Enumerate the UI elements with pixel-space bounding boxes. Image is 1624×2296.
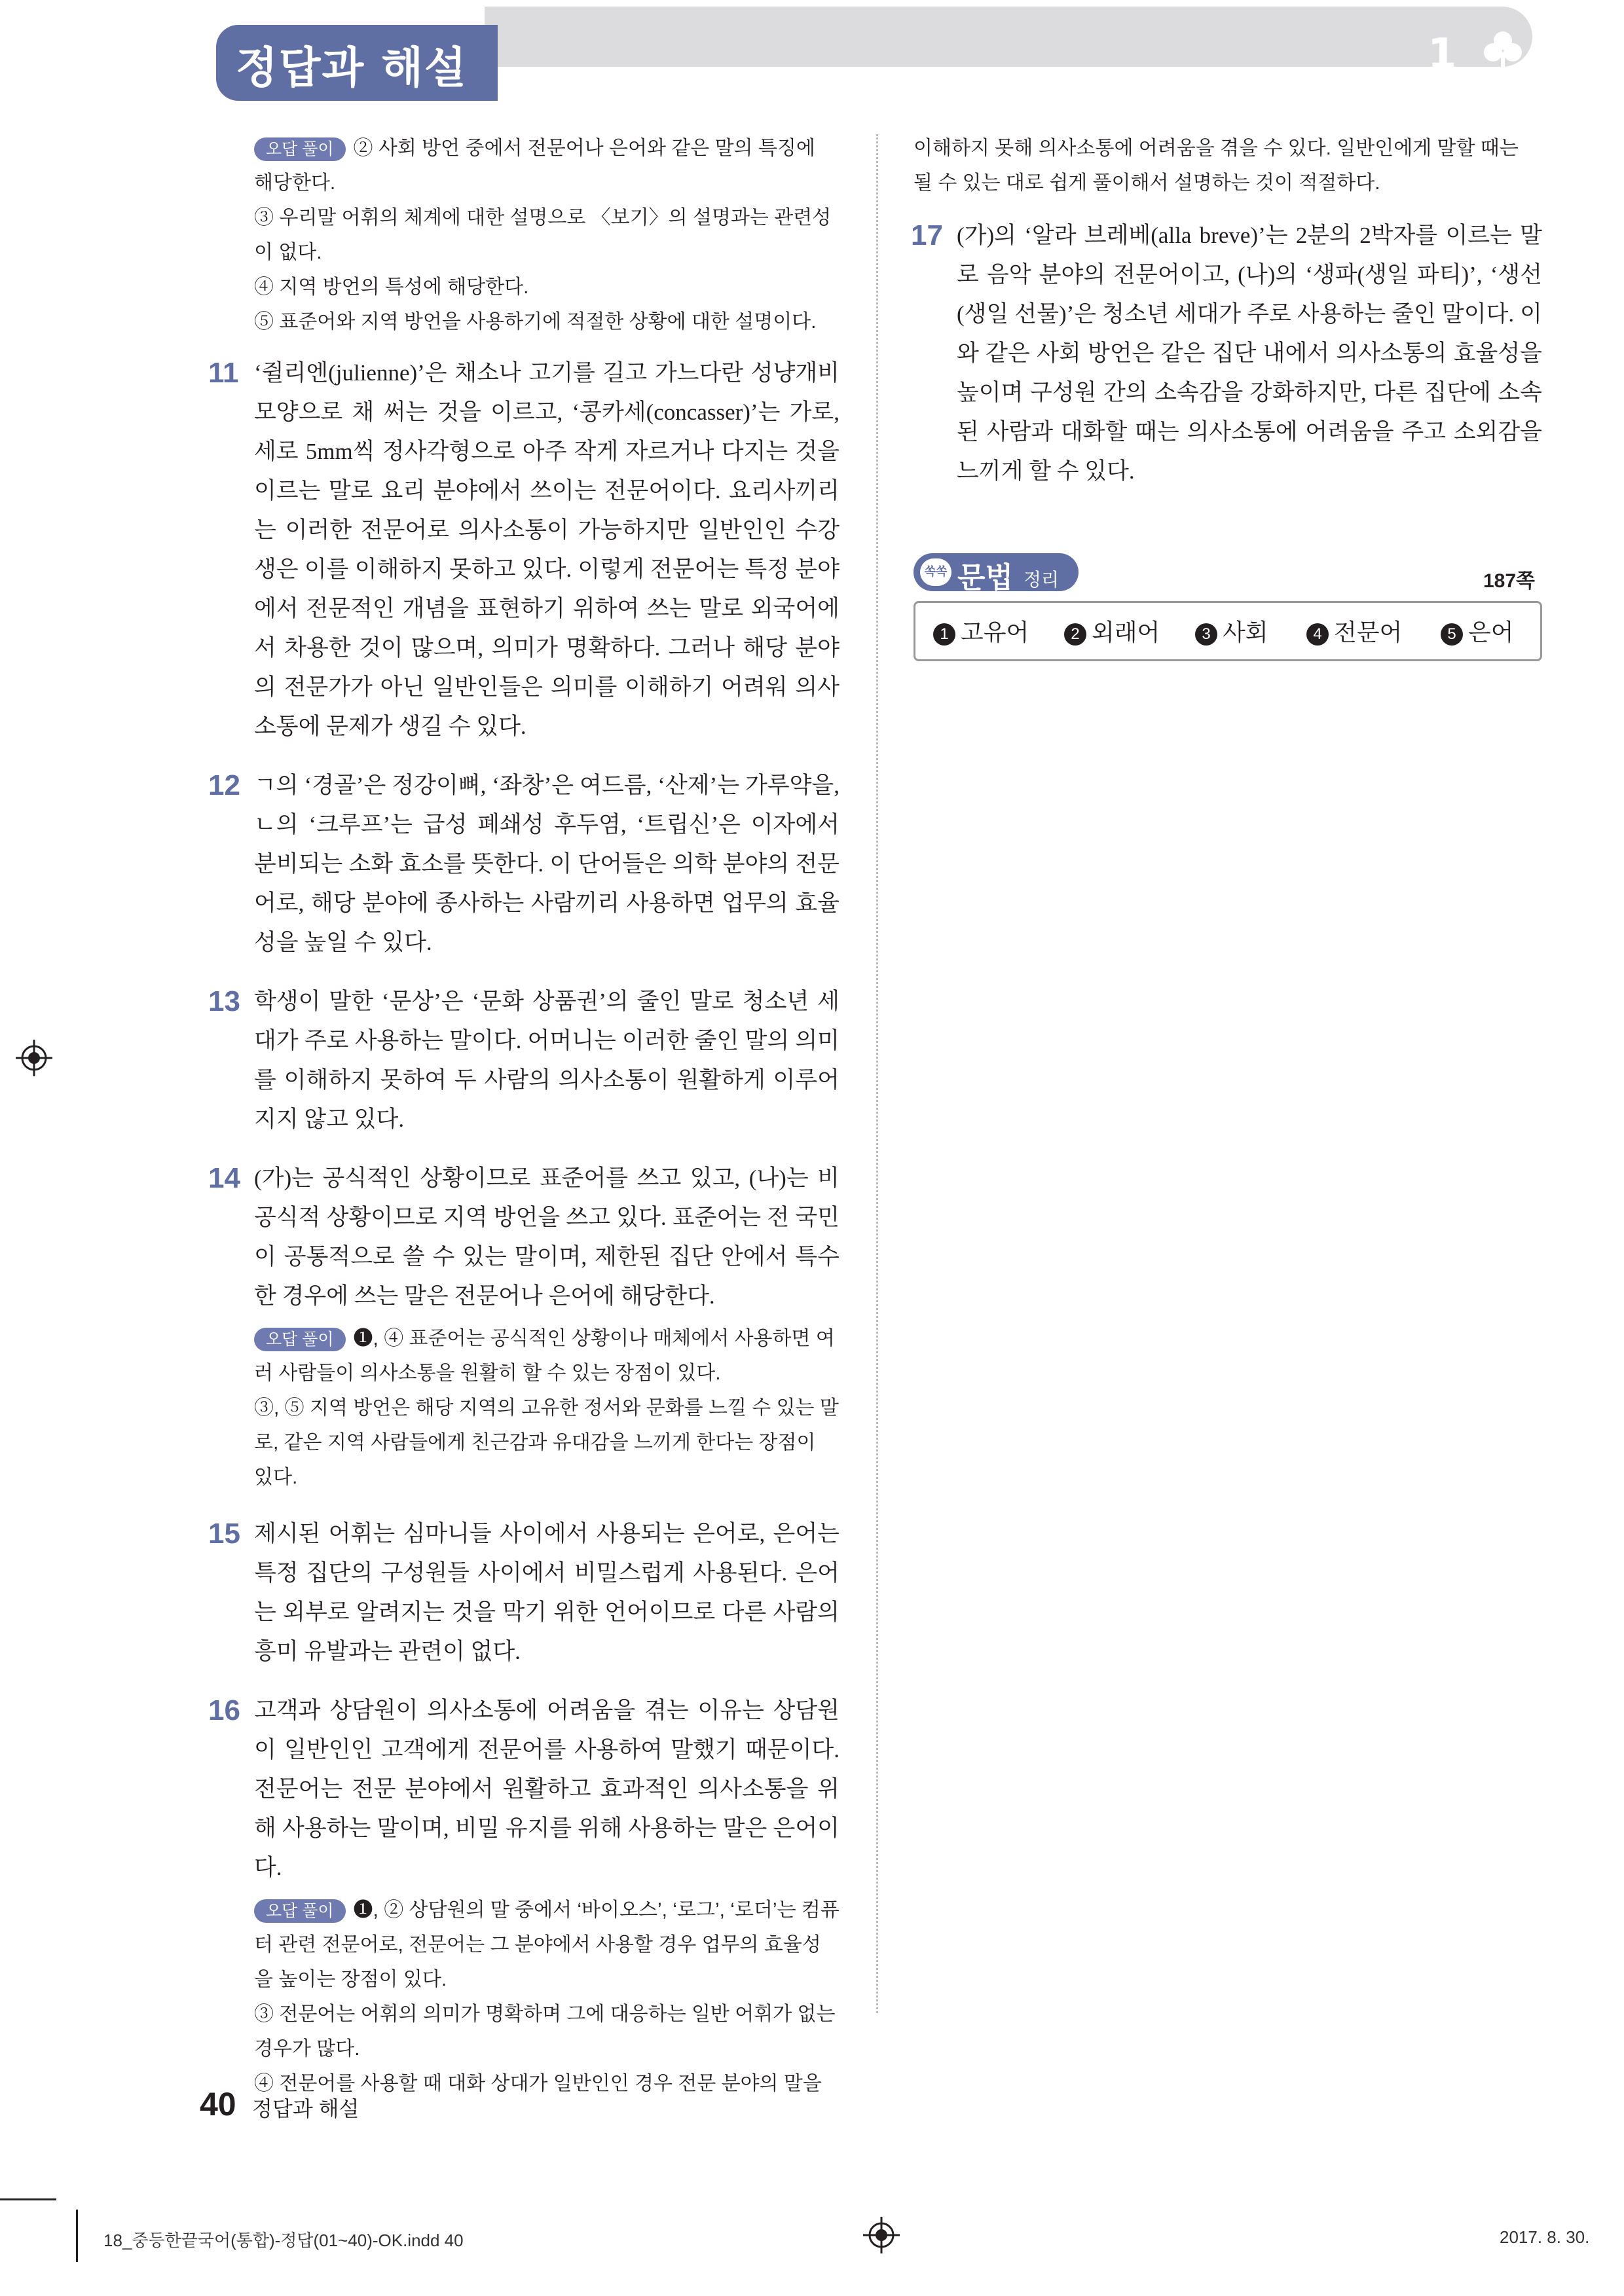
note-line: ③, ⑤ 지역 방언은 해당 지역의 고유한 정서와 문화를 느낄 수 있는 말로, 같은 지역 사람들에게 친근감과 유대감을 느끼게 한다는 장점이 있다.: [254, 1397, 839, 1488]
crop-line: [76, 2210, 78, 2262]
note-line: ② 사회 방언 중에서 전문어나 은어와 같은 말의 특징에 해당한다.: [254, 137, 815, 194]
column-divider: [876, 134, 878, 2013]
grammar-page-ref: 187쪽: [1483, 570, 1536, 592]
item-text: ‘쥘리엔(julienne)’은 채소나 고기를 길고 가느다란 성냥개비 모양으로 채 써는 것을 이르고, ‘콩카세(concasser)’는 가로, 세로 5mm씩 정사각형으로 아주 작게 자르거나 다지는 것을 이르는 말로 요리 분야에서 쓰이는 전문어이다. 요리사끼리는 이러한 전문어로 의사소통이 가능하지만 일반인인 수강생은 이를 이해하지 못하고 있다. 이렇게 전문어는 특정 분야에서 전문적인 개념을 표현하기 위하여 쓰는 말로 외국어에서 차용한 것이 많으며, 의미가 명확하다. 그러나 해당 분야의 전문가가 아닌 일반인들은 의미를 이해하기 어려워 의사소통에 문제가 생길 수 있다.: [254, 360, 840, 739]
registration-mark-icon: [863, 2217, 900, 2253]
answer-item-13: [208, 982, 840, 1139]
page-label: 정답과 해설: [252, 2097, 360, 2121]
wrong-answer-note-14: [211, 1321, 840, 1495]
page-number: 40: [200, 2086, 236, 2123]
grammar-subtitle: 정리: [1024, 570, 1060, 590]
item-number: 14: [208, 1162, 240, 1194]
note-line: ④ 지역 방언의 특성에 해당한다.: [254, 276, 529, 298]
item-number: 11: [208, 357, 239, 389]
crop-line: [0, 2198, 56, 2200]
wrong-answer-tag: 오답 풀이: [254, 137, 346, 161]
note-line: ⑤ 표준어와 지역 방언을 사용하기에 적절한 상황에 대한 설명이다.: [254, 311, 817, 333]
item-text: 제시된 어휘는 심마니들 사이에서 사용되는 은어로, 은어는 특정 집단의 구성원들 사이에서 비밀스럽게 사용된다. 은어는 외부로 알려지는 것을 막기 위한 언어이므로 다른 사람의 흥미 유발과는 관련이 없다.: [254, 1521, 840, 1664]
item-number: 15: [208, 1518, 240, 1550]
file-name: 18_중등한끝국어(통합)-정답(01~40)-OK.indd 40: [103, 2231, 464, 2250]
registration-mark-icon: [16, 1040, 52, 1076]
answer-item-12: [208, 766, 840, 962]
note-line: ④ 전문어를 사용할 때 대화 상대가 일반인인 경우 전문 분야의 말을: [254, 2073, 822, 2094]
item-text: 고객과 상담원이 의사소통에 어려움을 겪는 이유는 상담원이 일반인인 고객에게 전문어를 사용하여 말했기 때문이다. 전문어는 전문 분야에서 원활하고 효과적인 의사소통을 위해 사용하는 말이며, 비밀 유지를 위해 사용하는 말은 은어이다.: [254, 1698, 840, 1880]
item-text: (가)는 공식적인 상황이므로 표준어를 쓰고 있고, (나)는 비공식적 상황이므로 지역 방언을 쓰고 있다. 표준어는 전 국민이 공통적으로 쓸 수 있는 말이며, 제한된 집단 안에서 특수한 경우에 쓰는 말은 전문어나 은어에 해당한다.: [254, 1165, 840, 1309]
section-number: 1: [1428, 30, 1457, 79]
grammar-title: 문법: [957, 562, 1014, 594]
left-column: [208, 131, 840, 2101]
wrong-answer-tag: 오답 풀이: [254, 1899, 346, 1923]
item-number: 16: [208, 1694, 240, 1726]
grammar-answer-5: 5 은어: [1441, 614, 1514, 647]
item-text: ㄱ의 ‘경골’은 정강이뼈, ‘좌창’은 여드름, ‘산제’는 가루약을, ㄴ의 ‘크루프’는 급성 폐쇄성 후두염, ‘트립신’은 이자에서 분비되는 소화 효소를 뜻한다. 이 단어들은 의학 분야의 전문어로, 해당 분야에 종사하는 사람끼리 사용하면 업무의 효율성을 높일 수 있다.: [254, 773, 840, 955]
item-number: 13: [208, 985, 240, 1017]
note-line: ③ 전문어는 어휘의 의미가 명확하며 그에 대응하는 일반 어휘가 없는 경우가 많다.: [254, 2003, 836, 2060]
item-number: 12: [208, 769, 240, 801]
wrong-answer-tag: 오답 풀이: [254, 1328, 346, 1351]
note-line: ❶, ④ 표준어는 공식적인 상황이나 매체에서 사용하면 여러 사람들이 의사소통을 원활히 할 수 있는 장점이 있다.: [254, 1328, 835, 1384]
grammar-answer-4: 4 전문어: [1306, 614, 1402, 647]
answer-item-17: [913, 216, 1542, 491]
print-date: 2017. 8. 30.: [1500, 2227, 1590, 2247]
header-bar: [485, 7, 1532, 67]
note-line: ❶, ② 상담원의 말 중에서 ‘바이오스’, ‘로그’, ‘로더’는 컴퓨터 관련 전문어로, 전문어는 그 분야에서 사용할 경우 업무의 효율성을 높이는 장점이 있다.: [254, 1899, 840, 1990]
item-number: 17: [911, 219, 943, 251]
page-header-title: 정답과 해설: [236, 43, 468, 93]
answer-item-16: [208, 1691, 840, 1887]
wrong-answer-note-16: [211, 1893, 840, 2101]
item-text: (가)의 ‘알라 브레베(alla breve)’는 2분의 2박자를 이르는 말로 음악 분야의 전문어이고, (나)의 ‘생파(생일 파티)’, ‘생선(생일 선물)’은 청소년 세대가 주로 사용하는 줄인 말이다. 이와 같은 사회 방언은 같은 집단 내에서 의사소통의 효율성을 높이며 구성원 간의 소속감을 강화하지만, 다른 집단에 소속된 사람과 대화할 때는 의사소통에 어려움을 주고 소외감을 느끼게 할 수 있다.: [957, 223, 1542, 484]
continued-note-16: 이해하지 못해 의사소통에 어려움을 겪을 수 있다. 일반인에게 말할 때는 될 수 있는 대로 쉽게 풀이해서 설명하는 것이 적절하다.: [913, 137, 1519, 194]
answer-item-15: [208, 1514, 840, 1671]
note-line: ③ 우리말 어휘의 체계에 대한 설명으로 〈보기〉의 설명과는 관련성이 없다.: [254, 207, 832, 263]
wrong-answer-note-10: [211, 131, 840, 339]
grammar-badge: 쏙쏙: [920, 558, 951, 586]
grammar-answer-1: 1 고유어: [933, 614, 1029, 647]
answer-item-11: [208, 354, 840, 746]
answer-item-14: [208, 1159, 840, 1316]
right-column: [913, 131, 1542, 491]
item-text: 학생이 말한 ‘문상’은 ‘문화 상품권’의 줄인 말로 청소년 세대가 주로 사용하는 말이다. 어머니는 이러한 줄인 말의 의미를 이해하지 못하여 두 사람의 의사소통이 원활하게 이루어지지 않고 있다.: [254, 989, 840, 1132]
grammar-answer-2: 2 외래어: [1064, 614, 1160, 647]
grammar-answer-3: 3 사회: [1195, 614, 1268, 647]
clover-icon: [1473, 26, 1532, 72]
